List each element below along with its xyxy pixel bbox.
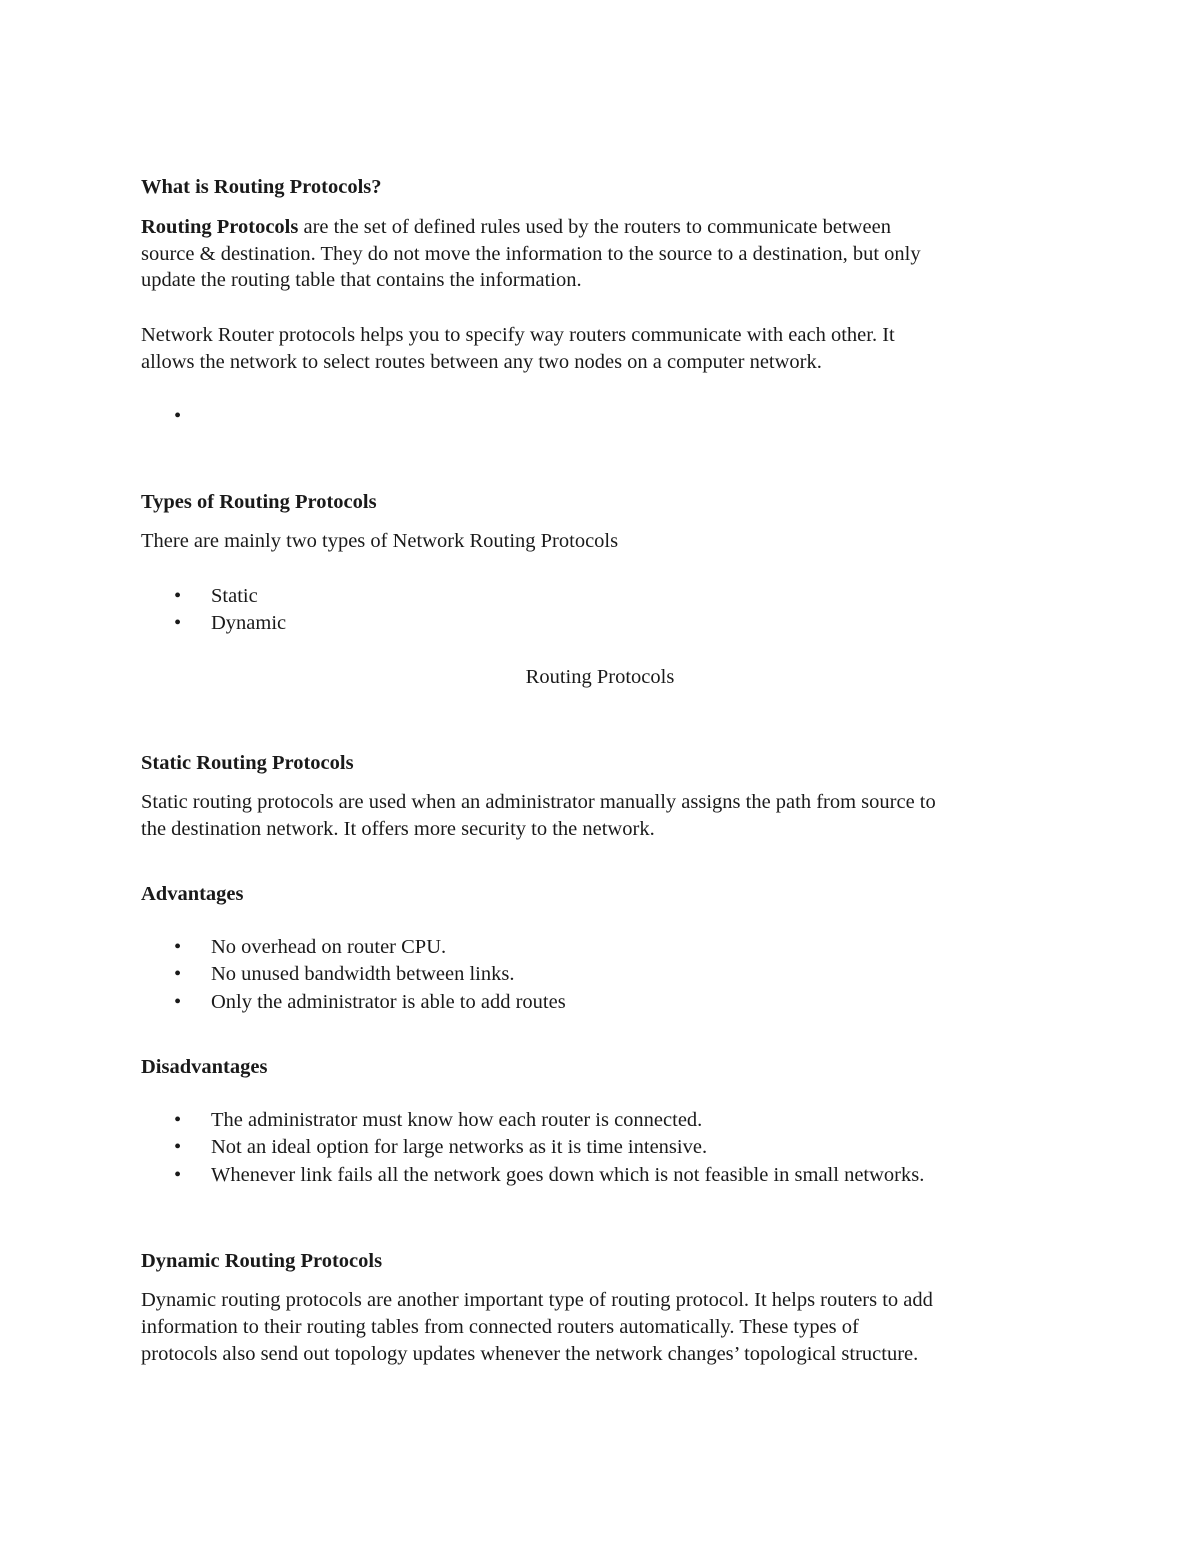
paragraph-line: information to their routing tables from connected routers automatically. These types of [141, 1316, 859, 1338]
list-item: Not an ideal option for large networks as it is time intensive. [211, 1136, 708, 1158]
paragraph-line: update the routing table that contains the information. [141, 269, 582, 291]
heading-dynamic: Dynamic Routing Protocols [141, 1250, 383, 1272]
bold-term: Routing Protocols [141, 216, 299, 238]
bullet-icon: • [174, 991, 182, 1013]
paragraph-line: Dynamic routing protocols are another important type of routing protocol. It helps routers to add [141, 1289, 933, 1311]
paragraph-line: There are mainly two types of Network Routing Protocols [141, 530, 619, 552]
list-item: Only the administrator is able to add routes [211, 991, 566, 1013]
heading-disadvantages: Disadvantages [141, 1056, 268, 1078]
bullet-icon: • [174, 1164, 182, 1186]
heading-types: Types of Routing Protocols [141, 491, 377, 513]
bullet-icon: • [174, 585, 182, 607]
list-item: The administrator must know how each router is connected. [211, 1109, 703, 1131]
paragraph-line: allows the network to select routes between any two nodes on a computer network. [141, 351, 822, 373]
bullet-icon: • [174, 405, 182, 427]
bullet-icon: • [174, 963, 182, 985]
list-item: Dynamic [211, 612, 287, 634]
heading-static: Static Routing Protocols [141, 752, 354, 774]
list-item: Static [211, 585, 258, 607]
bullet-icon: • [174, 612, 182, 634]
heading-what-is-routing: What is Routing Protocols? [141, 176, 382, 198]
paragraph-line: Network Router protocols helps you to specify way routers communicate with each other. It [141, 324, 895, 346]
heading-advantages: Advantages [141, 883, 244, 905]
paragraph-line [141, 214, 891, 241]
list-item: No unused bandwidth between links. [211, 963, 515, 985]
paragraph-line: source & destination. They do not move the information to the source to a destination, but only [141, 243, 921, 265]
list-item: No overhead on router CPU. [211, 936, 447, 958]
paragraph-line: protocols also send out topology updates whenever the network changes’ topological structure. [141, 1343, 919, 1365]
bullet-icon: • [174, 1136, 182, 1158]
figure-caption: Routing Protocols [525, 666, 675, 688]
bullet-icon: • [174, 936, 182, 958]
bullet-icon: • [174, 1109, 182, 1131]
paragraph-line: the destination network. It offers more security to the network. [141, 818, 655, 840]
paragraph-line: Static routing protocols are used when an administrator manually assigns the path from source to [141, 791, 936, 813]
paragraph-text: are the set of defined rules used by the routers to communicate between [298, 216, 891, 238]
list-item: Whenever link fails all the network goes down which is not feasible in small networks. [211, 1164, 925, 1186]
